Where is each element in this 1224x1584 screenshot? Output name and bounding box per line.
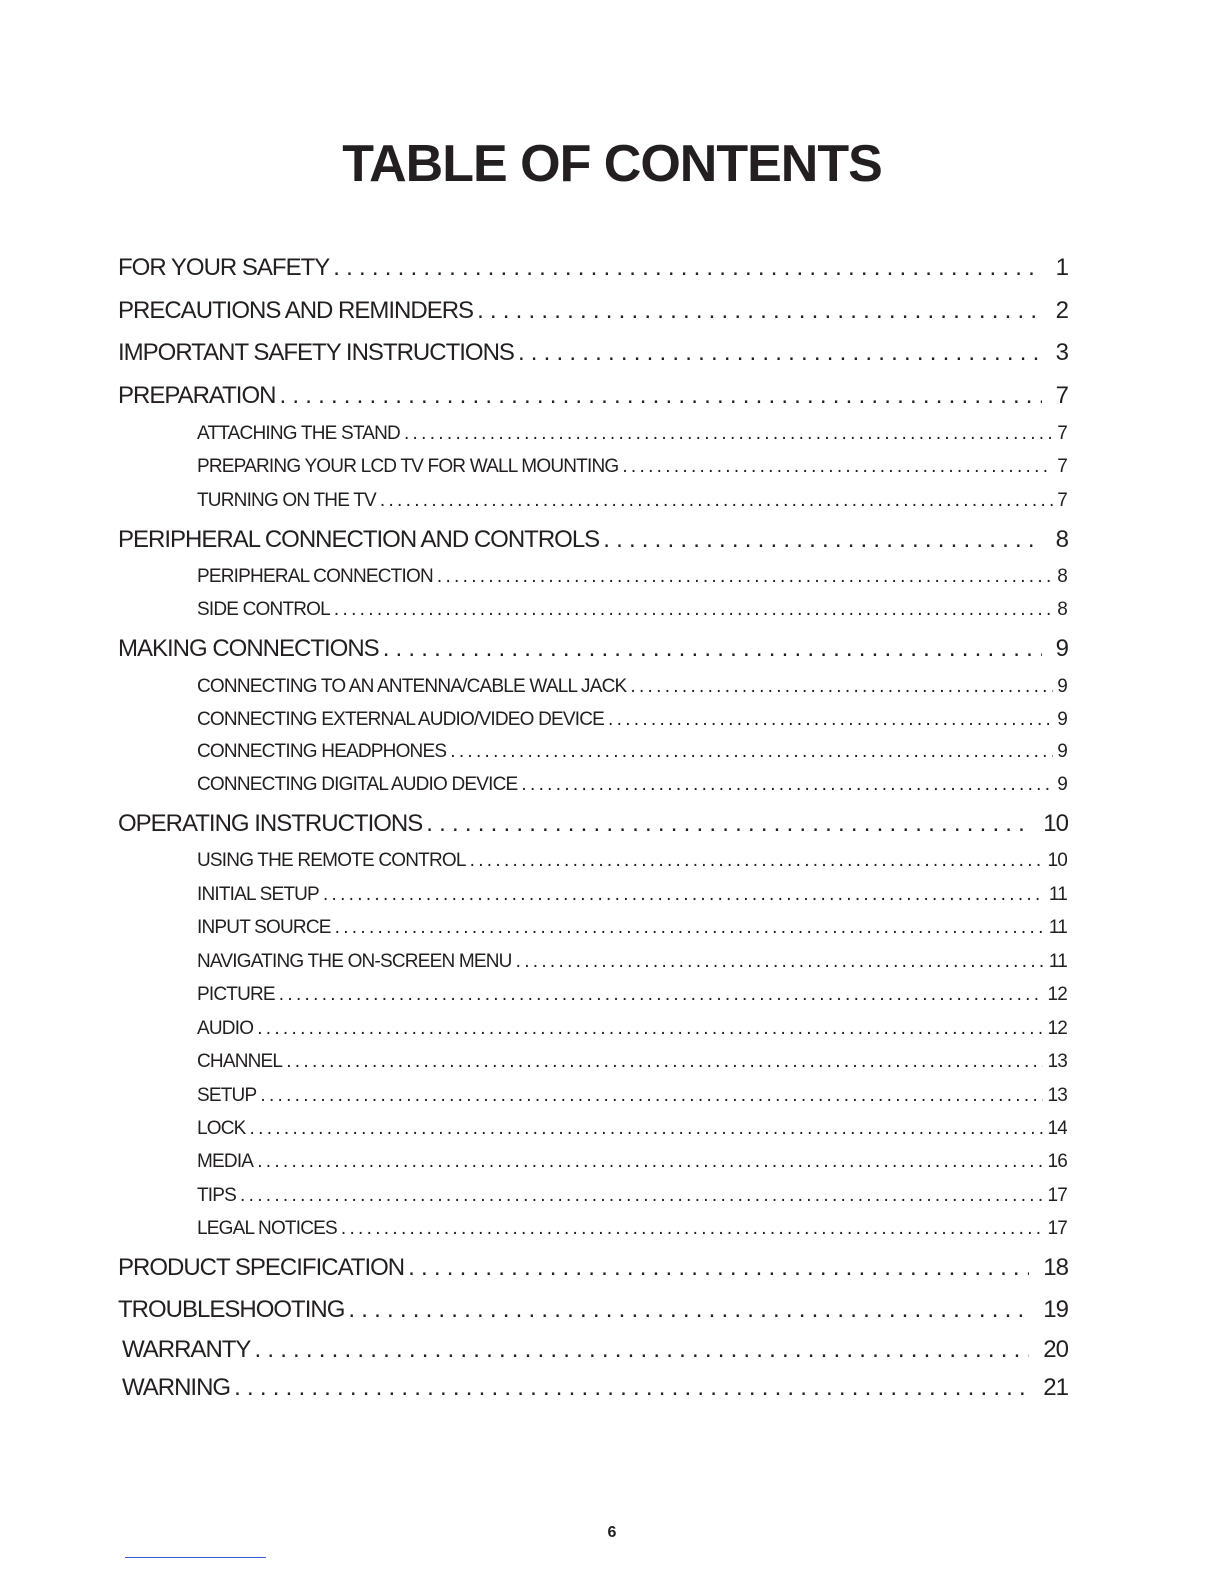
toc-entry-label: USING THE REMOTE CONTROL xyxy=(197,850,466,871)
toc-subsection-entry[interactable] xyxy=(197,984,1067,1006)
toc-entry-page-number: 11 xyxy=(1048,884,1067,905)
toc-section-entry[interactable] xyxy=(122,1374,1068,1402)
toc-dot-leader xyxy=(257,1018,1043,1040)
toc-section-entry[interactable] xyxy=(118,810,1068,838)
toc-entry-page-number: 7 xyxy=(1057,456,1067,477)
toc-entry-page-number: 10 xyxy=(1043,810,1068,837)
toc-entry-label: FOR YOUR SAFETY xyxy=(118,254,330,281)
toc-entry-page-number: 9 xyxy=(1057,741,1067,762)
toc-subsection-entry[interactable] xyxy=(197,599,1067,621)
toc-dot-leader xyxy=(518,339,1042,367)
toc-entry-page-number: 10 xyxy=(1047,850,1067,871)
toc-entry-label: MEDIA xyxy=(197,1151,254,1172)
toc-section-entry[interactable] xyxy=(122,1336,1068,1364)
toc-subsection-entry[interactable] xyxy=(197,676,1067,698)
page-number: 6 xyxy=(607,1524,617,1541)
toc-entry-label: SETUP xyxy=(197,1085,257,1106)
toc-dot-leader xyxy=(608,709,1053,731)
toc-entry-label: NAVIGATING THE ON-SCREEN MENU xyxy=(197,951,512,972)
toc-entry-label: LOCK xyxy=(197,1118,246,1139)
toc-dot-leader xyxy=(341,1218,1044,1240)
toc-section-entry[interactable] xyxy=(118,1296,1068,1324)
toc-entry-label: IMPORTANT SAFETY INSTRUCTIONS xyxy=(118,339,514,366)
toc-entry-label: TIPS xyxy=(197,1185,237,1206)
toc-entry-page-number: 3 xyxy=(1055,339,1068,366)
toc-entry-label: CONNECTING EXTERNAL AUDIO/VIDEO DEVICE xyxy=(197,709,605,730)
toc-dot-leader xyxy=(260,1085,1043,1107)
toc-entry-label: TURNING ON THE TV xyxy=(197,490,376,511)
toc-entry-label: PREPARING YOUR LCD TV FOR WALL MOUNTING xyxy=(197,456,619,477)
toc-dot-leader xyxy=(333,254,1041,282)
toc-dot-leader xyxy=(334,599,1053,621)
toc-entry-page-number: 9 xyxy=(1057,709,1067,730)
toc-dot-leader xyxy=(630,676,1053,698)
toc-subsection-entry[interactable] xyxy=(197,1085,1067,1107)
toc-entry-page-number: 7 xyxy=(1057,423,1067,444)
toc-dot-leader xyxy=(380,490,1053,512)
toc-entry-label: WARRANTY xyxy=(122,1336,251,1363)
toc-entry-label: AUDIO xyxy=(197,1018,254,1039)
toc-subsection-entry[interactable] xyxy=(197,850,1067,872)
toc-entry-page-number: 14 xyxy=(1047,1118,1067,1139)
toc-dot-leader xyxy=(450,741,1053,763)
toc-subsection-entry[interactable] xyxy=(197,709,1067,731)
toc-subsection-entry[interactable] xyxy=(197,1018,1067,1040)
toc-entry-page-number: 9 xyxy=(1055,635,1068,662)
toc-dot-leader xyxy=(254,1336,1029,1364)
toc-entry-page-number: 12 xyxy=(1047,1018,1067,1039)
toc-dot-leader xyxy=(622,456,1053,478)
toc-entry-label: CONNECTING HEADPHONES xyxy=(197,741,447,762)
toc-dot-leader xyxy=(240,1185,1043,1207)
toc-entry-label: WARNING xyxy=(122,1374,231,1401)
toc-entry-label: OPERATING INSTRUCTIONS xyxy=(118,810,423,837)
toc-section-entry[interactable] xyxy=(118,339,1068,367)
toc-dot-leader xyxy=(279,984,1044,1006)
toc-dot-leader xyxy=(470,850,1044,872)
toc-subsection-entry[interactable] xyxy=(197,1185,1067,1207)
toc-entry-page-number: 9 xyxy=(1057,676,1067,697)
toc-entry-page-number: 18 xyxy=(1043,1254,1068,1281)
toc-dot-leader xyxy=(477,297,1042,325)
toc-subsection-entry[interactable] xyxy=(197,566,1067,588)
toc-dot-leader xyxy=(234,1374,1029,1402)
toc-subsection-entry[interactable] xyxy=(197,490,1067,512)
toc-section-entry[interactable] xyxy=(118,297,1068,325)
toc-dot-leader xyxy=(437,566,1053,588)
toc-dot-leader xyxy=(286,1051,1043,1073)
toc-subsection-entry[interactable] xyxy=(197,1218,1067,1240)
toc-dot-leader xyxy=(335,917,1045,939)
toc-subsection-entry[interactable] xyxy=(197,951,1067,973)
toc-dot-leader xyxy=(348,1296,1029,1324)
toc-entry-page-number: 9 xyxy=(1057,774,1067,795)
toc-entry-page-number: 8 xyxy=(1055,526,1068,553)
toc-entry-label: CONNECTING TO AN ANTENNA/CABLE WALL JACK xyxy=(197,676,627,697)
toc-section-entry[interactable] xyxy=(118,635,1068,663)
toc-entry-label: MAKING CONNECTIONS xyxy=(118,635,379,662)
toc-entry-label: CONNECTING DIGITAL AUDIO DEVICE xyxy=(197,774,518,795)
toc-dot-leader xyxy=(323,884,1045,906)
toc-entry-label: PICTURE xyxy=(197,984,275,1005)
toc-dot-leader xyxy=(250,1118,1044,1140)
toc-entry-page-number: 12 xyxy=(1047,984,1067,1005)
toc-entry-label: PRODUCT SPECIFICATION xyxy=(118,1254,405,1281)
toc-dot-leader xyxy=(279,382,1041,410)
toc-dot-leader xyxy=(426,810,1029,838)
toc-entry-label: INITIAL SETUP xyxy=(197,884,319,905)
toc-entry-label: ATTACHING THE STAND xyxy=(197,423,400,444)
toc-entry-page-number: 11 xyxy=(1048,951,1067,972)
toc-entry-label: PERIPHERAL CONNECTION xyxy=(197,566,433,587)
toc-entry-label: SIDE CONTROL xyxy=(197,599,330,620)
toc-dot-leader xyxy=(404,423,1053,445)
toc-dot-leader xyxy=(383,635,1042,663)
toc-entry-page-number: 8 xyxy=(1057,566,1067,587)
toc-subsection-entry[interactable] xyxy=(197,917,1067,939)
toc-entry-page-number: 7 xyxy=(1057,490,1067,511)
toc-section-entry[interactable] xyxy=(118,254,1068,282)
toc-subsection-entry[interactable] xyxy=(197,884,1067,906)
toc-entry-page-number: 17 xyxy=(1047,1218,1067,1239)
toc-entry-page-number: 13 xyxy=(1047,1051,1067,1072)
page-title: TABLE OF CONTENTS xyxy=(342,135,882,193)
toc-entry-page-number: 11 xyxy=(1048,917,1067,938)
toc-entry-page-number: 19 xyxy=(1043,1296,1068,1323)
toc-entry-page-number: 13 xyxy=(1047,1085,1067,1106)
footer-link-underline xyxy=(125,1557,266,1558)
toc-entry-page-number: 16 xyxy=(1047,1151,1067,1172)
toc-entry-page-number: 1 xyxy=(1055,254,1068,281)
toc-entry-page-number: 17 xyxy=(1047,1185,1067,1206)
toc-dot-leader xyxy=(408,1254,1029,1282)
toc-subsection-entry[interactable] xyxy=(197,741,1067,763)
toc-entry-page-number: 21 xyxy=(1043,1374,1068,1401)
toc-entry-label: INPUT SOURCE xyxy=(197,917,331,938)
toc-entry-label: CHANNEL xyxy=(197,1051,283,1072)
toc-subsection-entry[interactable] xyxy=(197,423,1067,445)
toc-section-entry[interactable] xyxy=(118,382,1068,410)
toc-entry-label: PREPARATION xyxy=(118,382,276,409)
toc-subsection-entry[interactable] xyxy=(197,1118,1067,1140)
toc-subsection-entry[interactable] xyxy=(197,1151,1067,1173)
toc-entry-page-number: 2 xyxy=(1055,297,1068,324)
toc-entry-label: PRECAUTIONS AND REMINDERS xyxy=(118,297,474,324)
toc-entry-label: LEGAL NOTICES xyxy=(197,1218,337,1239)
toc-subsection-entry[interactable] xyxy=(197,1051,1067,1073)
toc-dot-leader xyxy=(521,774,1053,796)
toc-entry-label: PERIPHERAL CONNECTION AND CONTROLS xyxy=(118,526,600,553)
toc-subsection-entry[interactable] xyxy=(197,774,1067,796)
toc-dot-leader xyxy=(257,1151,1043,1173)
toc-entry-page-number: 20 xyxy=(1043,1336,1068,1363)
toc-dot-leader xyxy=(516,951,1045,973)
toc-dot-leader xyxy=(603,526,1041,554)
toc-entry-label: TROUBLESHOOTING xyxy=(118,1296,345,1323)
toc-section-entry[interactable] xyxy=(118,1254,1068,1282)
toc-subsection-entry[interactable] xyxy=(197,456,1067,478)
toc-entry-page-number: 7 xyxy=(1055,382,1068,409)
toc-entry-page-number: 8 xyxy=(1057,599,1067,620)
toc-section-entry[interactable] xyxy=(118,526,1068,554)
